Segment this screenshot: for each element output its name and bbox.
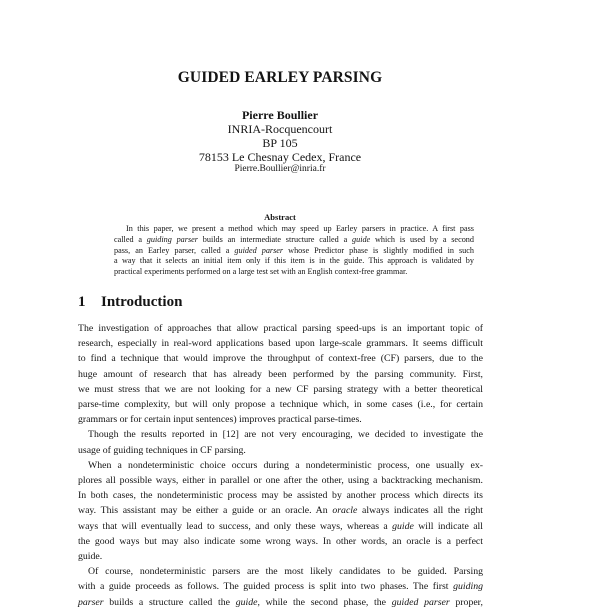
text-run: proper, [449,596,484,608]
text-run: builds an intermediate structure called a [197,234,352,244]
text-run: When a nondeterministic choice occurs during a nondeterministic process, one usually ex- [88,459,483,471]
body-line [88,428,483,442]
text-run: with a guide proceeds as follows. The guided process is split into two phases. The first [78,581,454,593]
text-run: pass, an Earley parser, called a [114,245,235,255]
body-line [78,398,483,412]
author-address-line2: 78153 Le Chesnay Cedex, France [198,150,362,164]
text-run: always indicates all the right [357,505,483,517]
abstract-line [114,235,474,245]
text-run: research, especially in real-word applications based upon large-scale grammars. It seems difficult [78,338,483,350]
body-line [78,368,483,382]
text-run: called a [114,234,147,244]
body-line [78,596,483,610]
italic-term: guide [352,234,371,244]
text-run: plores all possible ways, either in parallel or one after the other, using a backtracking mechanism. [78,475,483,486]
italic-term: parser [78,596,104,608]
body-line [78,352,483,366]
text-run: In this paper, we present a method which may speed up Earley parsers in practice. A first pass [126,224,474,233]
text-run: which is used by a second [370,234,474,244]
body-line [78,535,483,549]
text-run: parse-time complexity, but will only propose a technique which, in some cases (i.e., for certain [78,399,483,410]
body-line [78,337,483,351]
italic-term: guiding [453,581,483,593]
text-run: guide. [78,551,103,562]
author-institution: INRIA-Rocquencourt [227,122,333,136]
text-run: ways that will eventually lead to success, and only these ways, whereas a [78,520,393,532]
text-run: grammars or for certain input sentences) improves practical parse-times. [78,414,362,426]
body-line [78,322,483,336]
abstract-line [114,256,474,266]
italic-term: guided parser [391,596,450,608]
author-address-line1: BP 105 [262,136,298,150]
italic-term: guiding parser [146,234,198,244]
text-run: practical experiments performed on a large test set with an English context-free grammar. [114,267,408,277]
body-line [78,444,483,458]
body-line [78,383,483,397]
text-run: the good ways but may also indicate some wrong ways. In other words, an oracle is a perfect [78,535,483,547]
section-number: 1 [78,294,86,310]
text-run: to find a technique that would improve the throughput of context-free (CF) parsers, due to the [78,353,483,365]
text-run: In both cases, the nondeterministic process may be assisted by another process which directs its [78,490,483,502]
body-line [78,550,483,564]
body-line [78,489,483,503]
text-run: The investigation of approaches that allow practical parsing speed-ups is an important topic of [78,323,483,334]
italic-term: guide [235,596,258,608]
italic-term: oracle [332,505,358,517]
text-run: builds a structure called the [103,596,236,608]
abstract-line [114,267,474,277]
abstract-line [126,224,474,234]
italic-term: guided parser [234,245,284,255]
body-line [78,474,483,488]
section-title: Introduction [101,294,183,310]
text-run: usage of guiding techniques in CF parsing. [78,444,246,456]
body-line [88,565,483,579]
text-run: Though the results reported in [12] are not very encouraging, we decided to investigate the [88,429,483,441]
text-run: Of course, nondeterministic parsers are the most likely candidates to be guided. Parsing [88,566,483,578]
body-line [78,580,483,594]
text-run: will indicate all [413,520,483,532]
body-line [78,504,483,518]
text-run: huge amount of research that has already been performed by the parsing community. First, [78,368,483,380]
body-line [88,459,483,473]
abstract-line [114,246,474,256]
paper-title: GUIDED EARLEY PARSING [177,69,383,86]
author-email: Pierre.Boullier@inria.fr [234,164,326,174]
italic-term: guide [392,520,414,532]
text-run: a way that it selects an initial item only if this item is in the guide. This approach is validated by [114,256,474,266]
text-run: , while the second phase, the [257,596,392,608]
text-run: we must stress that we are not looking for a new CF parsing strategy with a better theoretical [78,383,483,395]
text-run: whose Predictor phase is slightly modified in such [283,245,475,255]
abstract-heading: Abstract [264,212,296,222]
text-run: way. This assistant may be either a guide or an oracle. An [78,505,333,517]
body-line [78,520,483,534]
author-name: Pierre Boullier [241,108,319,122]
body-line [78,413,483,427]
